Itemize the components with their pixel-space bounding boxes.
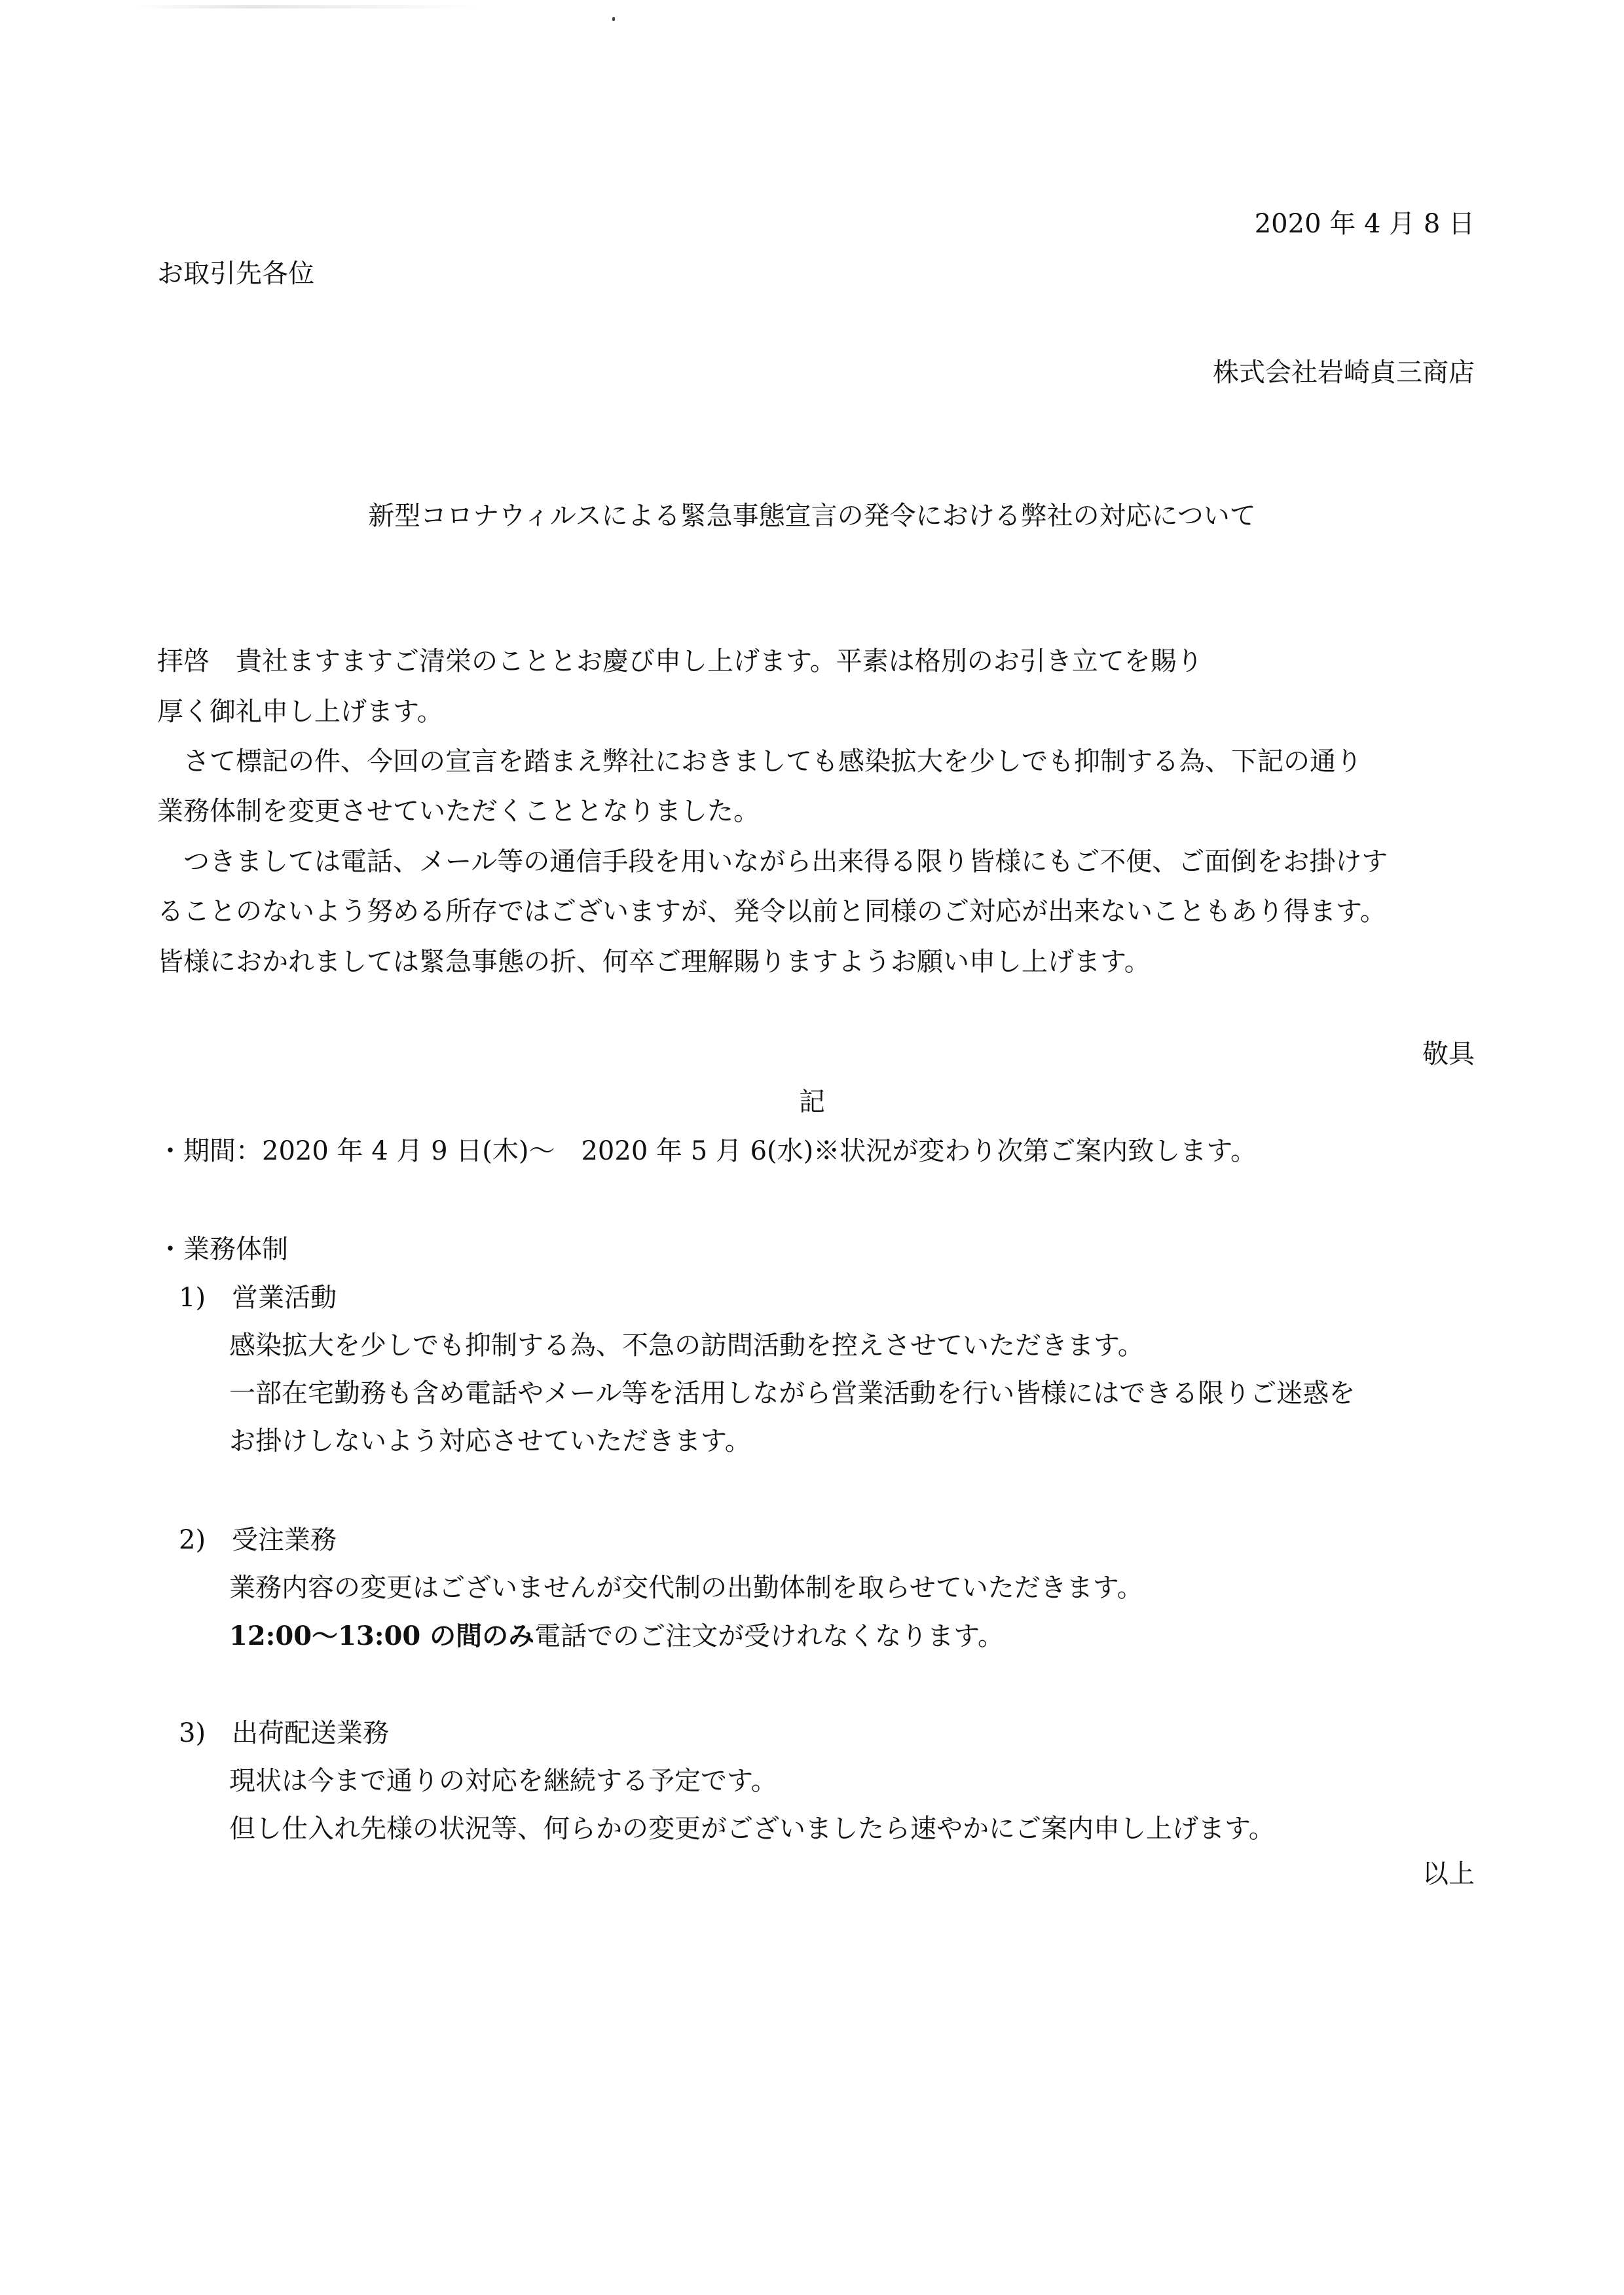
section-2-line-1: 業務内容の変更はございませんが交代制の出勤体制を取らせていただきます。	[229, 1573, 1143, 1603]
recipient: お取引先各位	[157, 259, 314, 289]
section-1-line-2: 一部在宅勤務も含め電話やメール等を活用しながら営業活動を行い皆様にはできる限りご迷惑を	[229, 1378, 1356, 1408]
sender-company: 株式会社岩崎貞三商店	[1213, 358, 1475, 388]
body-paragraph-3-line-2: ることのないよう努める所存ではございますが、発令以前と同様のご対応が出来ないこともあり得ます。	[157, 896, 1386, 927]
scan-speck	[612, 17, 615, 21]
notes-heading: 記	[799, 1087, 825, 1117]
section-3-line-1: 現状は今まで通りの対応を継続する予定です。	[229, 1766, 777, 1796]
section-2-heading: 2) 受注業務	[179, 1525, 337, 1555]
body-paragraph-3-line-3: 皆様におかれましては緊急事態の折、何卒ご理解賜りますようお願い申し上げます。	[157, 947, 1151, 977]
section-3-heading: 3) 出荷配送業務	[179, 1718, 390, 1748]
scan-artifact	[134, 5, 481, 9]
body-paragraph-1-line-2: 厚く御礼申し上げます。	[157, 697, 443, 727]
body-paragraph-3-line-1: つきましては電話、メール等の通信手段を用いながら出来得る限り皆様にもご不便、ご面倒をお掛けす	[157, 847, 1388, 877]
document-title: 新型コロナウィルスによる緊急事態宣言の発令における弊社の対応について	[368, 501, 1256, 531]
period-line: ・期間：2020 年 4 月 9 日(木)～ 2020 年 5 月 6(水)※状況が変わり次第ご案内致します。	[157, 1136, 1257, 1166]
section-2-line-2	[229, 1623, 1004, 1649]
lunch-hour-notice: 12:00～13:00 の間のみ	[229, 1621, 535, 1651]
body-paragraph-1-line-1: 拝啓 貴社ますますご清栄のこととお慶び申し上げます。平素は格別のお引き立てを賜り	[157, 646, 1203, 676]
end-ijou: 以上	[1422, 1859, 1475, 1889]
section-1-heading: 1) 営業活動	[179, 1283, 337, 1313]
business-structure-heading: ・業務体制	[157, 1234, 288, 1264]
lunch-hour-notice-rest: 電話でのご注文が受けれなくなります。	[534, 1621, 1004, 1651]
section-1-line-3: お掛けしないよう対応させていただきます。	[229, 1426, 751, 1456]
body-paragraph-2-line-1: さて標記の件、今回の宣言を踏まえ弊社におきましても感染拡大を少しでも抑制する為、下記の通り	[157, 746, 1362, 777]
section-1-line-1: 感染拡大を少しでも抑制する為、不急の訪問活動を控えさせていただきます。	[229, 1331, 1144, 1361]
section-3-line-2: 但し仕入れ先様の状況等、何らかの変更がございましたら速やかにご案内申し上げます。	[229, 1814, 1275, 1844]
closing-keigu: 敬具	[1422, 1039, 1475, 1069]
document-date: 2020 年 4 月 8 日	[1254, 209, 1475, 239]
body-paragraph-2-line-2: 業務体制を変更させていただくこととなりました。	[157, 796, 760, 826]
